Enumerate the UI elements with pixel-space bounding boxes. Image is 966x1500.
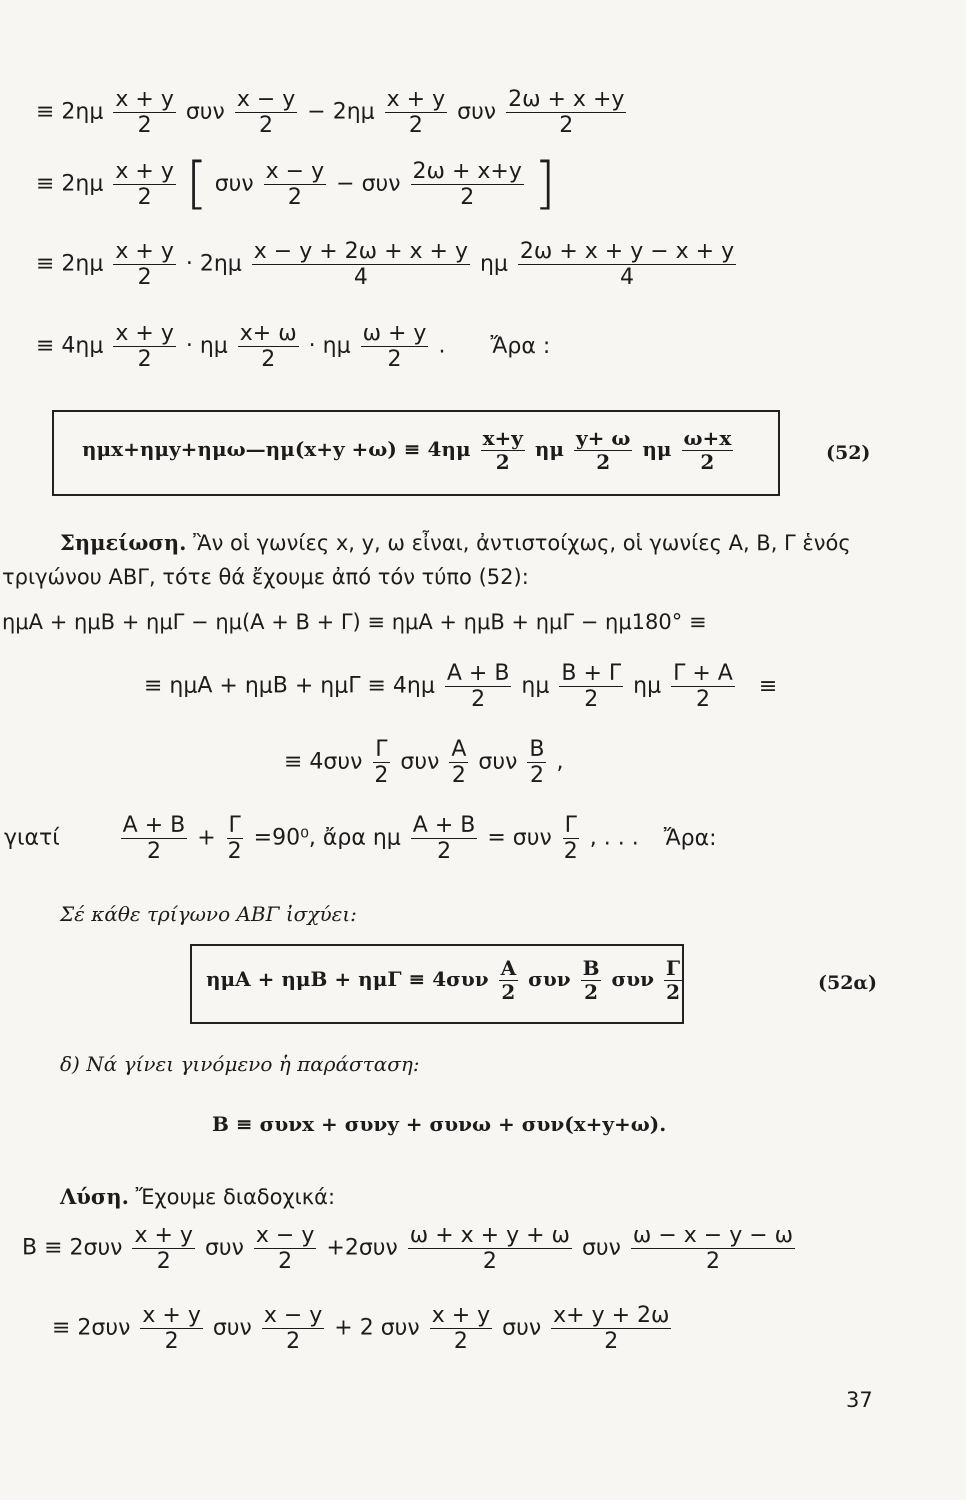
eq8-frac4: $\frac{\Gamma}{2}$ [563,813,578,865]
eq10-frac1: $\frac{x + y}{2}$ [142,1303,201,1355]
eq7-m1: συν [400,749,440,775]
page-number: 37 [846,1388,873,1412]
task-heading: δ) Νά γίνει γινόμενο ἡ παράσταση: [60,1052,420,1076]
eq4-frac1: $\frac{x + y}{2}$ [115,321,174,373]
eq9-frac1: $\frac{x + y}{2}$ [134,1223,193,1275]
box52a-pre: ημΑ + ημΒ + ημΓ ≡ 4συν [206,967,489,991]
box52a-m1: συν [528,967,571,991]
eq1-m3: συν [457,99,497,125]
note-line-2: τριγώνου ΑΒΓ, τότε θά ἔχουμε ἀπό τόν τύπο (52): [2,565,529,589]
eq8-m1: + [197,825,216,851]
eq2-right-bracket: ] [533,151,556,217]
eq8-ara: Ἄρα: [663,825,717,851]
equation-line-9 [22,1224,798,1273]
equation-line-4 [36,322,550,371]
box52a-frac1: $\frac{A}{2}$ [500,956,517,1004]
formula-52a [206,958,685,1003]
equation-line-2 [36,151,556,217]
eq7-m2: συν [478,749,518,775]
eq2-m2: − συν [336,171,401,197]
equation-line-3 [36,240,739,289]
eq2-frac2: $\frac{x - y}{2}$ [265,159,325,211]
eq2-frac1: $\frac{x + y}{2}$ [115,159,174,211]
eq3-frac2: $\frac{x - y + 2\omega + x + y}{4}$ [253,239,468,291]
note-line-1 [60,532,851,554]
eq1-m2: − 2ημ [307,99,375,125]
equation-line-8 [4,814,717,863]
eq6-frac1: $\frac{A + B}{2}$ [446,661,510,713]
eq1-frac4: $\frac{2\omega + x +y}{2}$ [508,87,625,139]
box52a-frac3: $\frac{\Gamma}{2}$ [665,956,681,1004]
eq1-m1: συν [185,99,225,125]
solution-heading: Λύση. [60,1184,129,1209]
eq2-frac3: $\frac{2\omega + x+y}{2}$ [412,159,522,211]
box52-pre: ημx+ημy+ημω—ημ(x+y +ω) ≡ 4ημ [82,437,471,461]
eq10-frac2: $\frac{x - y}{2}$ [263,1303,323,1355]
eq9-frac4: $\frac{\omega - x - y - \omega}{2}$ [632,1223,794,1275]
eq4-m1: · ημ [185,333,228,359]
eq7-pre: ≡ 4συν [284,749,363,775]
eq4-frac2: $\frac{x+ \omega}{2}$ [239,321,297,373]
eq3-frac1: $\frac{x + y}{2}$ [115,239,174,291]
eq6-post: ≡ [758,673,778,699]
note-heading: Σημείωση. [60,530,187,555]
note-text-1: Ἂν οἱ γωνίες x, y, ω εἶναι, ἀντιστοίχως, οἱ γωνίες Α, Β, Γ ἑνός [186,531,851,555]
eq8-frac2: $\frac{\Gamma}{2}$ [227,813,242,865]
eq4-m2: · ημ [308,333,351,359]
box52-m2: ημ [642,437,672,461]
eq6-frac2: $\frac{B + \Gamma}{2}$ [561,661,622,713]
eq9-frac2: $\frac{x - y}{2}$ [255,1223,315,1275]
equation-line-5: ημΑ + ημΒ + ημΓ − ημ(Α + Β + Γ) ≡ ημΑ + ημΒ + ημΓ − ημ180° ≡ [2,610,707,634]
eq6-pre: ≡ ημΑ + ημΒ + ημΓ ≡ 4ημ [144,673,435,699]
eq3-m1: · 2ημ [185,251,242,277]
eq7-frac3: $\frac{B}{2}$ [529,737,545,789]
eq4-post: . [438,333,446,359]
eq3-pre: ≡ 2ημ [36,251,104,277]
eq7-frac1: $\frac{\Gamma}{2}$ [374,737,389,789]
eq7-frac2: $\frac{A}{2}$ [451,737,467,789]
eq9-m2: +2συν [326,1235,398,1261]
solution-line [60,1186,335,1208]
box52a-m2: συν [611,967,654,991]
eq8-pre: γιατί [4,825,60,851]
equation-number-52: (52) [826,442,871,464]
eq4-frac3: $\frac{\omega + y}{2}$ [362,321,427,373]
eq8-frac3: $\frac{A + B}{2}$ [412,813,476,865]
eq10-pre: ≡ 2συν [52,1315,131,1341]
box52a-frac2: $\frac{B}{2}$ [582,956,600,1004]
eq2-pre: ≡ 2ημ [36,171,104,197]
task-equation: Β ≡ συνx + συνy + συνω + συν(x+y+ω). [212,1112,667,1136]
eq10-m3: συν [502,1315,542,1341]
eq10-m2: + 2 συν [334,1315,420,1341]
eq1-frac1: $\frac{x + y}{2}$ [115,87,174,139]
eq3-m2: ημ [479,251,508,277]
eq1-frac3: $\frac{x + y}{2}$ [386,87,446,139]
eq4-ara: Ἄρα : [490,333,551,359]
eq3-frac3: $\frac{2\omega + x + y - x + y}{4}$ [519,239,735,291]
eq9-m3: συν [581,1235,621,1261]
eq9-pre: Β ≡ 2συν [22,1235,123,1261]
eq7-post: , [556,749,564,775]
equation-number-52a: (52α) [818,972,878,994]
solution-text: Ἔχουμε διαδοχικά: [128,1185,336,1209]
eq4-pre: ≡ 4ημ [36,333,104,359]
equation-line-10 [52,1304,674,1353]
formula-52 [82,428,736,473]
eq8-frac1: $\frac{A + B}{2}$ [122,813,186,865]
eq6-m1: ημ [521,673,550,699]
equation-line-1 [36,88,629,137]
equation-line-6 [144,662,777,711]
eq2-m1: συν [214,171,254,197]
eq8-m3: = συν [487,825,552,851]
statement-text: Σέ κάθε τρίγωνο ΑΒΓ ἰσχύει: [60,902,357,926]
eq2-left-bracket: [ [185,151,208,217]
eq1-frac2: $\frac{x - y}{2}$ [236,87,296,139]
eq8-post: , . . . [589,825,639,851]
box52-frac1: $\frac{x+y}{2}$ [482,426,523,474]
eq10-m1: συν [212,1315,252,1341]
equation-line-7 [284,738,563,787]
eq10-frac3: $\frac{x + y}{2}$ [431,1303,491,1355]
eq9-m1: συν [204,1235,244,1261]
box52-frac2: $\frac{y+ \omega}{2}$ [576,426,631,474]
box52-frac3: $\frac{\omega+x}{2}$ [683,426,732,474]
eq8-m2: =90⁰, ἄρα ημ [253,825,401,851]
box52-m1: ημ [534,437,565,461]
eq6-m2: ημ [633,673,662,699]
eq6-frac3: $\frac{\Gamma + A}{2}$ [673,661,733,713]
eq9-frac3: $\frac{\omega + x + y + \omega}{2}$ [409,1223,570,1275]
eq10-frac4: $\frac{x+ y + 2\omega}{2}$ [553,1303,670,1355]
eq1-pre: ≡ 2ημ [36,99,104,125]
